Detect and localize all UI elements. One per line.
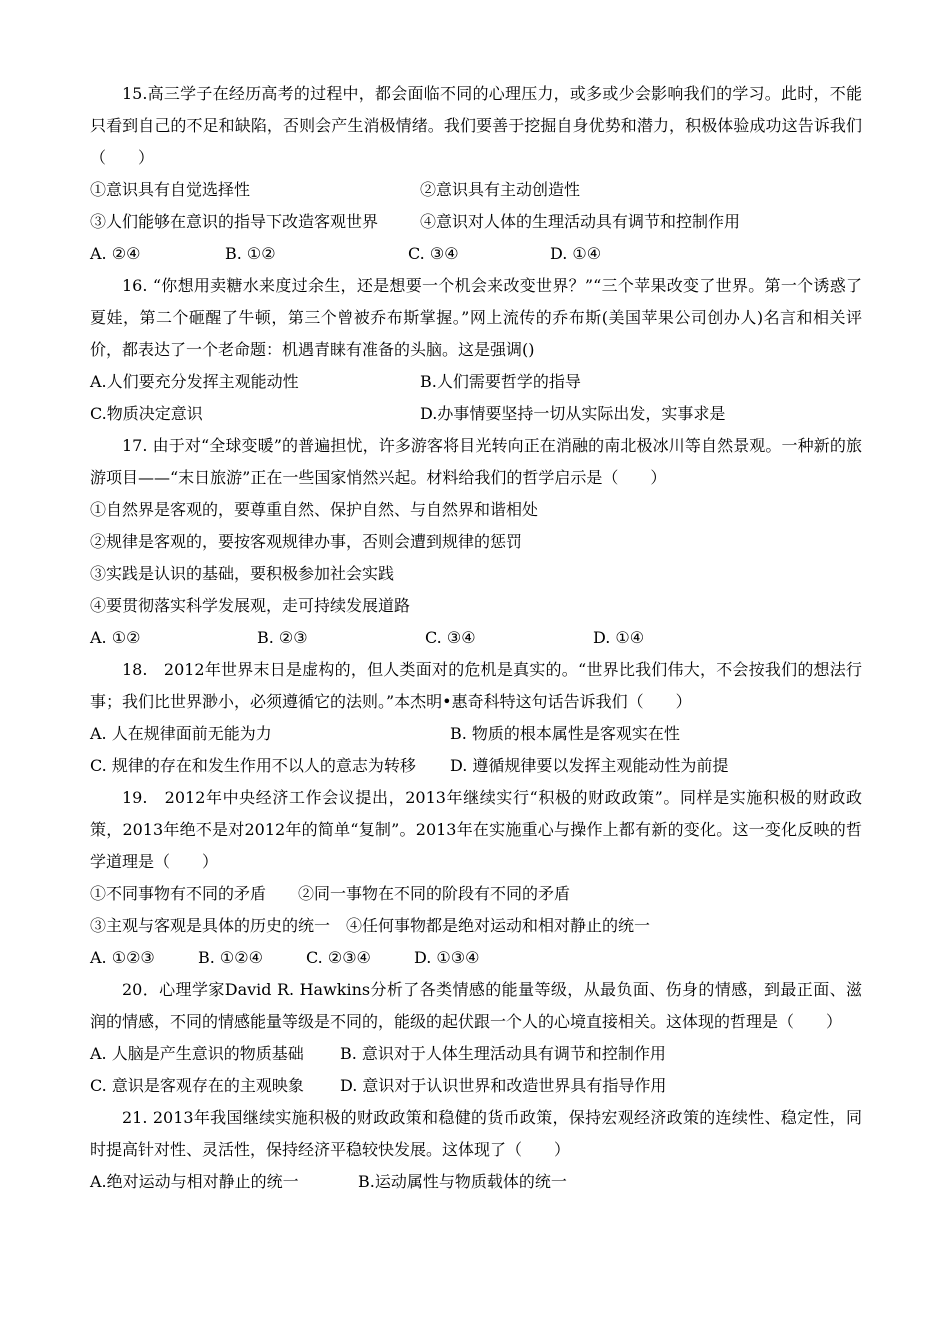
statement: ②规律是客观的，要按客观规律办事，否则会遭到规律的惩罚 <box>90 532 523 551</box>
question-20 <box>90 974 862 1102</box>
option-a[interactable]: A.人们要充分发挥主观能动性 <box>90 372 299 391</box>
question-stem: 17. 由于对“全球变暖”的普遍担忧，许多游客将目光转向正在消融的南北极冰川等自然景观。一种新的旅游项目——“末日旅游”正在一些国家悄然兴起。材料给我们的哲学启示是（ ） <box>90 436 862 487</box>
statement-row <box>90 206 862 238</box>
option-d[interactable]: D. 意识对于认识世界和改造世界具有指导作用 <box>340 1076 667 1095</box>
options-row <box>90 1038 862 1070</box>
option-a[interactable]: A. 人脑是产生意识的物质基础 <box>90 1044 304 1063</box>
question-stem: 21. 2013年我国继续实施积极的财政政策和稳健的货币政策，保持宏观经济政策的连续性、稳定性，同时提高针对性、灵活性，保持经济平稳较快发展。这体现了（ ） <box>90 1108 862 1159</box>
option-a[interactable]: A.绝对运动与相对静止的统一 <box>90 1172 299 1191</box>
option-b[interactable]: B.运动属性与物质载体的统一 <box>358 1172 567 1191</box>
question-21 <box>90 1102 862 1198</box>
question-stem: 20．心理学家David R. Hawkins分析了各类情感的能量等级，从最负面、伤身的情感，到最正面、滋润的情感，不同的情感能量等级是不同的，能级的起伏跟一个人的心境直接相关。这体现的哲理是（ ） <box>90 980 862 1031</box>
option-b[interactable]: B. ①② <box>225 244 276 263</box>
option-d[interactable]: D. ①④ <box>550 244 602 263</box>
option-b[interactable]: B. 物质的根本属性是客观实在性 <box>450 724 680 743</box>
option-a[interactable]: A. ①②③ <box>90 948 155 967</box>
option-b[interactable]: B. ②③ <box>257 628 308 647</box>
option-a[interactable]: A. ②④ <box>90 244 141 263</box>
statement: ①自然界是客观的，要尊重自然、保护自然、与自然界和谐相处 <box>90 500 539 519</box>
statement: ③人们能够在意识的指导下改造客观世界 <box>90 212 379 231</box>
statement: ①意识具有自觉选择性 <box>90 180 251 199</box>
statement: ③主观与客观是具体的历史的统一 ④任何事物都是绝对运动和相对静止的统一 <box>90 916 651 935</box>
option-c[interactable]: C. ③④ <box>408 244 459 263</box>
question-18 <box>90 654 862 782</box>
statement: ④要贯彻落实科学发展观，走可持续发展道路 <box>90 596 411 615</box>
option-c[interactable]: C. 规律的存在和发生作用不以人的意志为转移 <box>90 756 416 775</box>
option-c[interactable]: C. ②③④ <box>306 948 371 967</box>
statement-row <box>90 174 862 206</box>
options-row <box>90 622 862 654</box>
options-row <box>90 1166 862 1198</box>
question-stem: 16. “你想用卖糖水来度过余生，还是想要一个机会来改变世界？”“三个苹果改变了世界。第一个诱惑了夏娃，第二个砸醒了牛顿，第三个曾被乔布斯掌握。”网上流传的乔布斯(美国苹果公司创办人)名言和相关评价，都表达了一个老命题：机遇青睐有准备的头脑。这是强调() <box>90 276 862 359</box>
option-d[interactable]: D. 遵循规律要以发挥主观能动性为前提 <box>450 756 729 775</box>
question-16 <box>90 270 862 430</box>
question-19 <box>90 782 862 974</box>
option-b[interactable]: B. ①②④ <box>198 948 263 967</box>
options-row <box>90 718 862 750</box>
exam-page <box>90 78 862 1198</box>
question-17 <box>90 430 862 654</box>
options-row <box>90 398 862 430</box>
statement: ④意识对人体的生理活动具有调节和控制作用 <box>420 212 741 231</box>
options-row <box>90 366 862 398</box>
options-row <box>90 238 862 270</box>
option-c[interactable]: C. ③④ <box>425 628 476 647</box>
question-stem: 15.高三学子在经历高考的过程中，都会面临不同的心理压力，或多或少会影响我们的学习。此时，不能只看到自己的不足和缺陷，否则会产生消极情绪。我们要善于挖掘自身优势和潜力，积极体验成功这告诉我们（ ） <box>90 84 862 167</box>
option-b[interactable]: B.人们需要哲学的指导 <box>420 372 581 391</box>
option-b[interactable]: B. 意识对于人体生理活动具有调节和控制作用 <box>340 1044 666 1063</box>
question-15 <box>90 78 862 270</box>
statement: ③实践是认识的基础，要积极参加社会实践 <box>90 564 395 583</box>
option-d[interactable]: D.办事情要坚持一切从实际出发，实事求是 <box>420 404 726 423</box>
question-stem: 18. 2012年世界末日是虚构的，但人类面对的危机是真实的。“世界比我们伟大，不会按我们的想法行事；我们比世界渺小，必须遵循它的法则。”本杰明•惠奇科特这句话告诉我们（ ） <box>90 660 862 711</box>
statement: ①不同事物有不同的矛盾 ②同一事物在不同的阶段有不同的矛盾 <box>90 884 571 903</box>
statement: ②意识具有主动创造性 <box>420 180 581 199</box>
option-c[interactable]: C.物质决定意识 <box>90 404 203 423</box>
option-d[interactable]: D. ①③④ <box>414 948 480 967</box>
option-d[interactable]: D. ①④ <box>593 628 645 647</box>
option-a[interactable]: A. 人在规律面前无能为力 <box>90 724 272 743</box>
option-a[interactable]: A. ①② <box>90 628 141 647</box>
options-row <box>90 1070 862 1102</box>
question-stem: 19. 2012年中央经济工作会议提出，2013年继续实行“积极的财政政策”。同样是实施积极的财政政策，2013年绝不是对2012年的简单“复制”。2013年在实施重心与操作上都有新的变化。这一变化反映的哲学道理是（ ） <box>90 788 862 871</box>
options-row <box>90 750 862 782</box>
option-c[interactable]: C. 意识是客观存在的主观映象 <box>90 1076 304 1095</box>
options-row <box>90 942 862 974</box>
